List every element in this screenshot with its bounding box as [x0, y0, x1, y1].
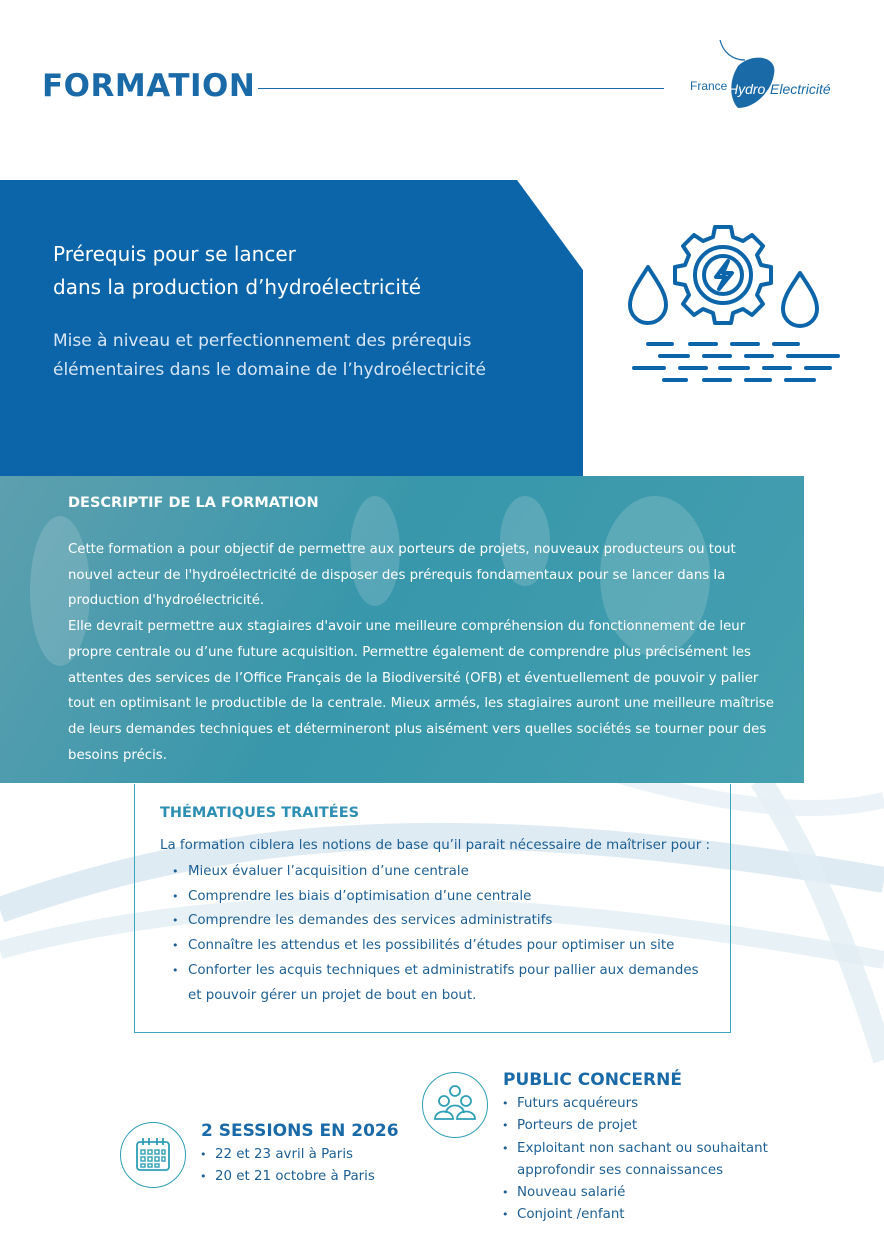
- list-item: • Mieux évaluer l’acquisition d’une centrale: [170, 860, 730, 885]
- list-item: • 20 et 21 octobre à Paris: [198, 1166, 375, 1188]
- list-item: • Nouveau salarié: [500, 1182, 768, 1204]
- public-title: PUBLIC CONCERNÉ: [503, 1070, 682, 1090]
- list-item: • 22 et 23 avril à Paris: [198, 1144, 375, 1166]
- logo-hydro-text: Hydro: [728, 81, 766, 97]
- page-title: FORMATION: [42, 68, 256, 104]
- list-item: • Conjoint /enfant: [500, 1204, 768, 1226]
- list-item: • Futurs acquéreurs: [500, 1093, 768, 1115]
- calendar-icon: [120, 1122, 186, 1188]
- descriptif-body: [68, 537, 784, 768]
- hero-title-line-1: Prérequis pour se lancer: [53, 242, 296, 266]
- list-item-continuation: approfondir ses connaissances: [517, 1162, 724, 1178]
- thematiques-intro: La formation ciblera les notions de base qu’il parait nécessaire de maîtriser pour :: [160, 838, 711, 853]
- hero-title-line-2: dans la production d’hydroélectricité: [53, 275, 422, 299]
- descriptif-title: DESCRIPTIF DE LA FORMATION: [68, 495, 319, 511]
- list-item-continuation: et pouvoir gérer un projet de bout en bout.: [188, 987, 477, 1003]
- logo-electricite-text: Electricité: [770, 81, 831, 97]
- sessions-title: 2 SESSIONS EN 2026: [201, 1121, 399, 1141]
- hero-subtitle-line-1: Mise à niveau et perfectionnement des prérequis: [53, 331, 472, 351]
- list-item: • Conforter les acquis techniques et administratifs pour pallier aux demandes: [170, 959, 730, 984]
- header-divider: [258, 88, 664, 89]
- sessions-list: [198, 1144, 375, 1189]
- list-item: • Comprendre les demandes des services administratifs: [170, 909, 730, 934]
- list-item: • Exploitant non sachant ou souhaitant: [500, 1138, 768, 1160]
- thematiques-title: THÉMATIQUES TRAITÉES: [160, 805, 360, 821]
- france-hydro-electricite-logo: [690, 38, 850, 118]
- list-item: • Porteurs de projet: [500, 1115, 768, 1137]
- list-item: • Connaître les attendus et les possibilités d’études pour optimiser un site: [170, 934, 730, 959]
- hero-subtitle: [53, 327, 563, 385]
- descriptif-paragraph-2: Elle devrait permettre aux stagiaires d'avoir une meilleure compréhension du fonctionnement de leur propre centrale ou d’une future acquisition. Permettre également de comprendre plus précisément les attentes des services de l’Office Français de la Biodiversité (OFB) et éventuellement de pouvoir y palier tout en optimisant le productible de la centrale. Mieux armés, les stagiaires auront une meilleure maîtrise de leurs demandes techniques et détermineront plus aisément vers quelles sociétés se tourner pour des besoins précis.: [68, 619, 774, 763]
- logo-france-text: France: [690, 79, 728, 93]
- thematiques-list: [170, 860, 730, 1008]
- people-group-icon: [422, 1072, 488, 1138]
- hero-title: [53, 238, 553, 304]
- public-list: [500, 1093, 768, 1227]
- descriptif-paragraph-1: Cette formation a pour objectif de permettre aux porteurs de projets, nouveaux producteurs ou tout nouvel acteur de l'hydroélectricité de disposer des prérequis fondamentaux pour se lancer dans la production d'hydroélectricité.: [68, 542, 736, 609]
- gear-lightning-water-icon: [620, 215, 845, 390]
- list-item: • Comprendre les biais d’optimisation d’une centrale: [170, 885, 730, 910]
- hero-subtitle-line-2: élémentaires dans le domaine de l’hydroélectricité: [53, 360, 486, 380]
